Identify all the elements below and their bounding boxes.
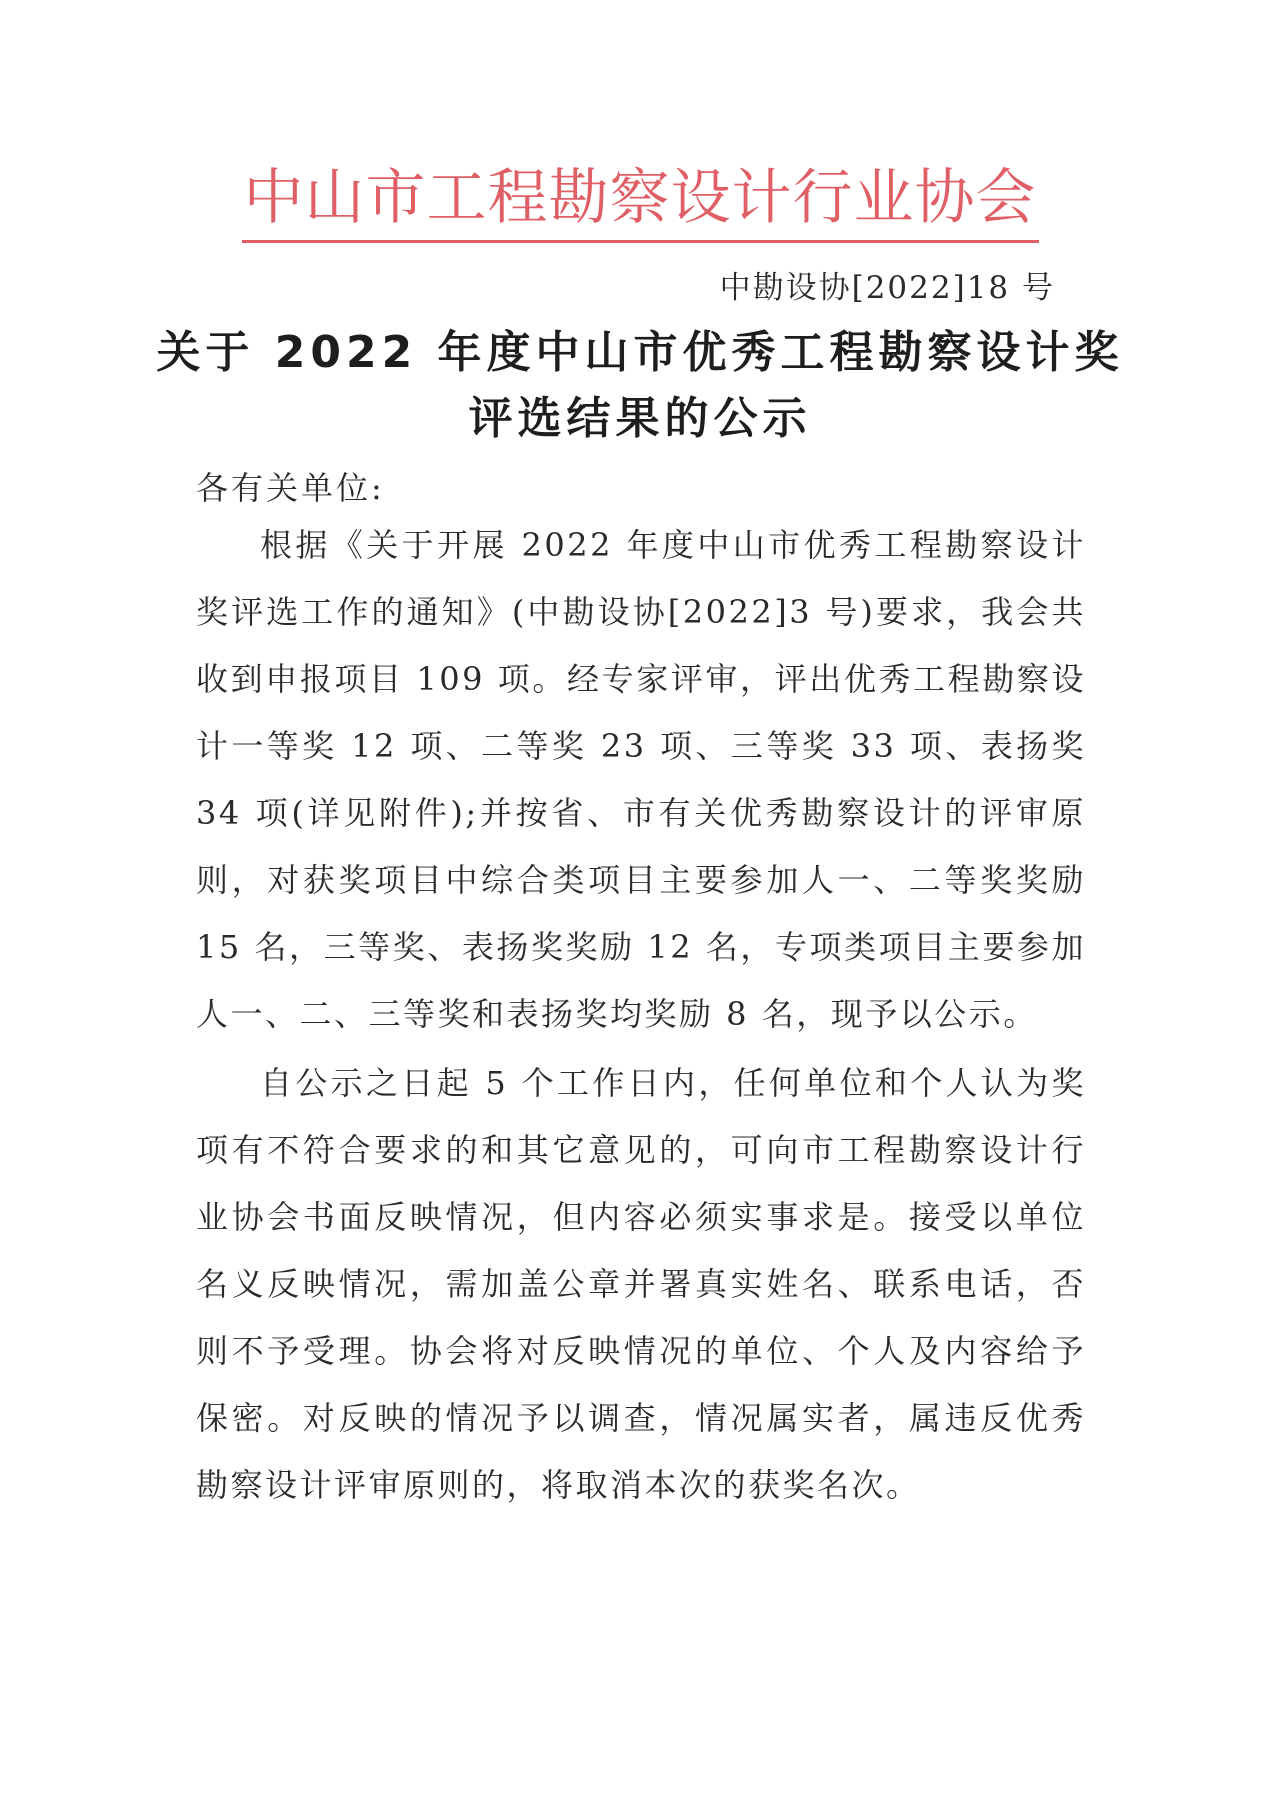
letterhead xyxy=(0,162,1280,243)
notice-title-line-2: 评选结果的公示 xyxy=(468,393,812,444)
document-number: 中勘设协[2022]18 号 xyxy=(719,270,1055,306)
body-paragraph-1: 根据《关于开展 2022 年度中山市优秀工程勘察设计奖评选工作的通知》(中勘设协[2022]3 号)要求，我会共收到申报项目 109 项。经专家评审，评出优秀工程勘察设计一等奖 12 项、二等奖 23 项、三等奖 33 项、表扬奖 34 项(详见附件);并按省、市有关优秀勘察设计的评审原则，对获奖项目中综合类项目主要参加人一、二等奖奖励 15 名，三等奖、表扬奖奖励 12 名，专项类项目主要参加人一、二、三等奖和表扬奖均奖励 8 名，现予以公示。 xyxy=(196,526,1086,1033)
notice-title xyxy=(150,320,1130,452)
body-paragraph-2: 自公示之日起 5 个工作日内，任何单位和个人认为奖项有不符合要求的和其它意见的，可向市工程勘察设计行业协会书面反映情况，但内容必须实事求是。接受以单位名义反映情况，需加盖公章并署真实姓名、联系电话，否则不予受理。协会将对反映情况的单位、个人及内容给予保密。对反映的情况予以调查，情况属实者，属违反优秀勘察设计评审原则的，将取消本次的获奖名次。 xyxy=(196,1064,1086,1504)
organization-name: 中山市工程勘察设计行业协会 xyxy=(242,162,1039,243)
notice-title-line-1: 关于 2022 年度中山市优秀工程勘察设计奖 xyxy=(156,327,1124,378)
salutation: 各有关单位: xyxy=(196,469,385,507)
